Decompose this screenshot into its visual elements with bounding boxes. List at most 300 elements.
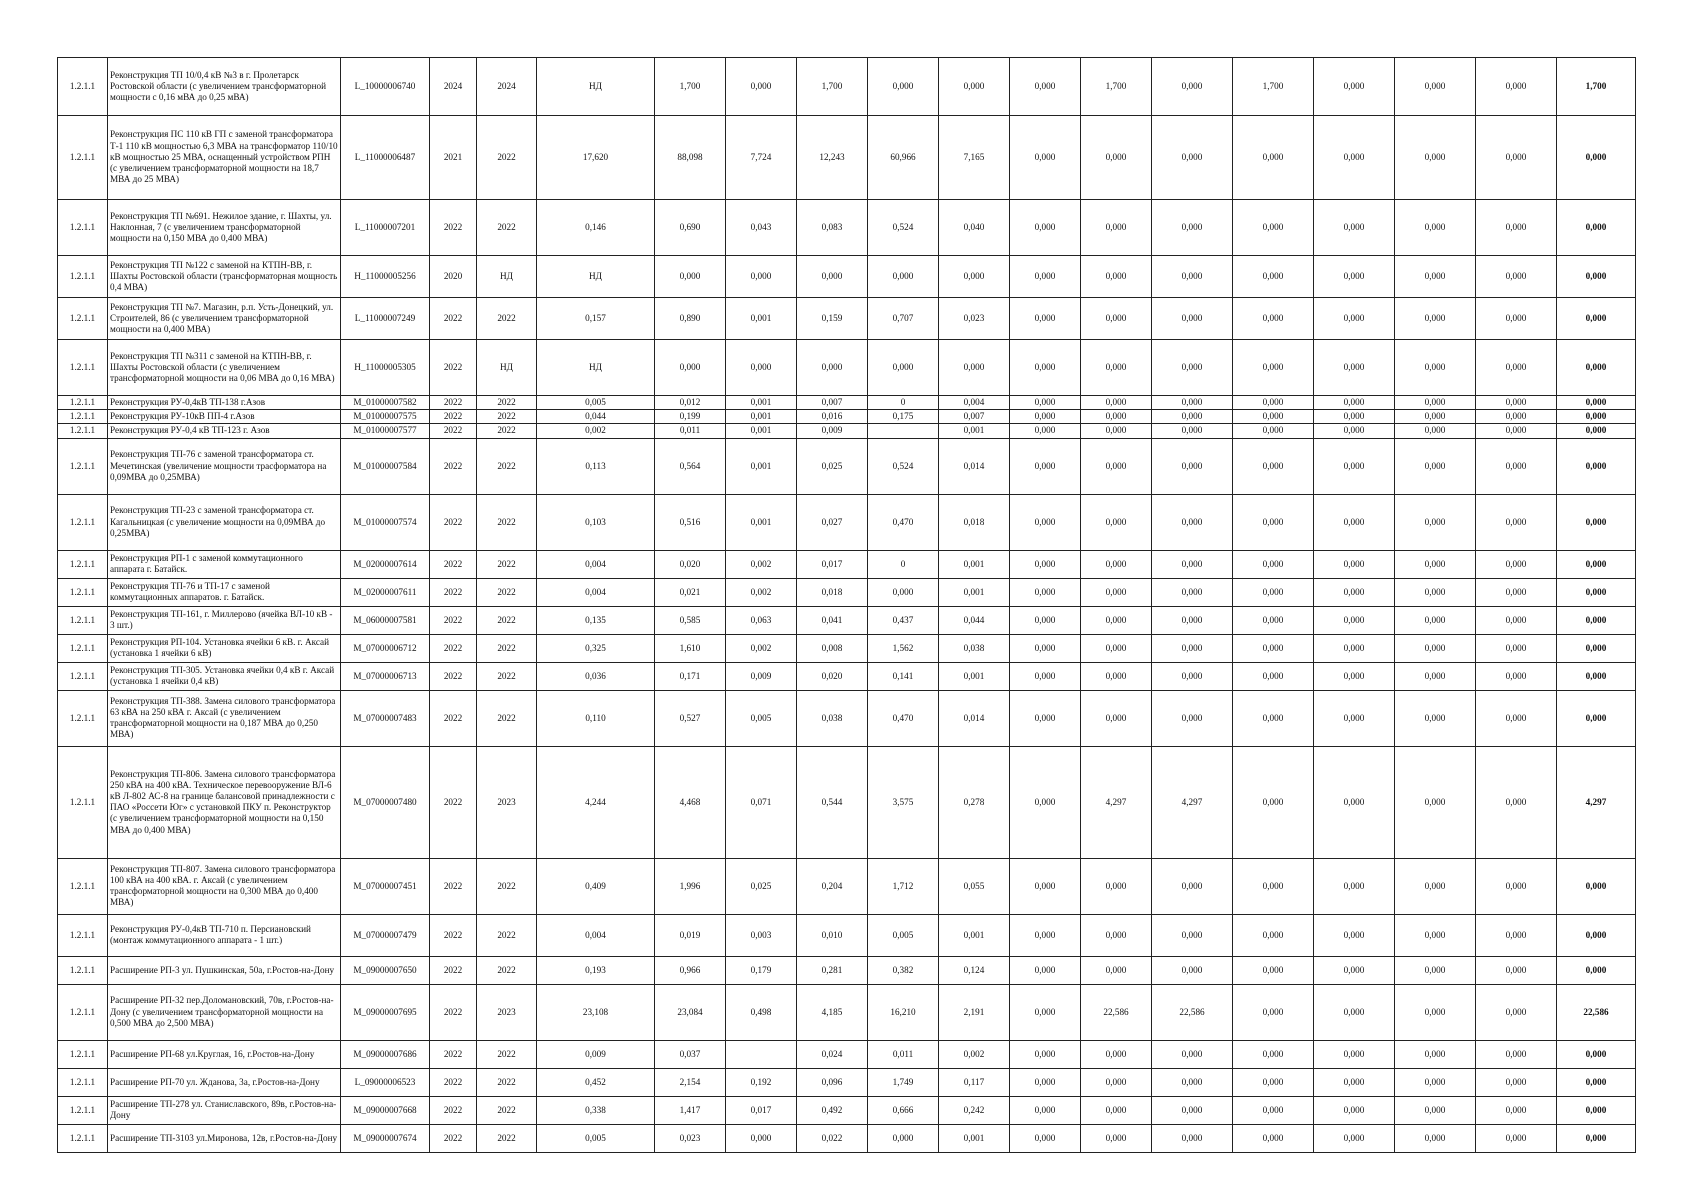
cell-col-h: 7,724 <box>726 116 797 200</box>
cell-col-q: 0,000 <box>1395 438 1476 494</box>
cell-col-h: 0,002 <box>726 578 797 606</box>
cell-col-o: 0,000 <box>1233 690 1314 746</box>
cell-project-name: Реконструкция РП-104. Установка ячейки 6 кВ. г. Аксай (установка 1 ячейки 6 кВ) <box>108 634 341 662</box>
cell-col-m: 0,000 <box>1081 438 1152 494</box>
cell-col-l: 0,000 <box>1010 200 1081 256</box>
cell-col-j: 0,470 <box>868 494 939 550</box>
cell-start-year: 2022 <box>430 956 477 984</box>
cell-row-number: 1.2.1.1 <box>58 550 108 578</box>
cell-col-total: 0,000 <box>1557 550 1636 578</box>
cell-col-h: 0,179 <box>726 956 797 984</box>
cell-col-k: 0,124 <box>939 956 1010 984</box>
cell-col-j: 0,175 <box>868 410 939 424</box>
cell-col-f: 23,108 <box>537 984 655 1040</box>
cell-col-l: 0,000 <box>1010 1040 1081 1068</box>
cell-start-year: 2022 <box>430 1068 477 1096</box>
cell-col-total: 0,000 <box>1557 634 1636 662</box>
cell-row-number: 1.2.1.1 <box>58 396 108 410</box>
cell-end-year: 2022 <box>477 1096 537 1124</box>
cell-col-p: 0,000 <box>1314 984 1395 1040</box>
cell-col-n: 0,000 <box>1152 340 1233 396</box>
cell-col-g: 0,023 <box>655 1124 726 1152</box>
cell-project-id: L_11000007249 <box>341 298 430 340</box>
cell-col-total: 0,000 <box>1557 340 1636 396</box>
cell-col-j: 0,524 <box>868 200 939 256</box>
cell-row-number: 1.2.1.1 <box>58 494 108 550</box>
table-row <box>58 956 1636 984</box>
cell-col-n: 0,000 <box>1152 858 1233 914</box>
cell-col-h: 0,017 <box>726 1096 797 1124</box>
cell-project-id: M_07000006713 <box>341 662 430 690</box>
cell-col-n: 22,586 <box>1152 984 1233 1040</box>
cell-row-number: 1.2.1.1 <box>58 116 108 200</box>
cell-col-i: 0,204 <box>797 858 868 914</box>
cell-col-n: 4,297 <box>1152 746 1233 858</box>
cell-end-year: 2022 <box>477 438 537 494</box>
cell-col-k: 0,023 <box>939 298 1010 340</box>
cell-col-n: 0,000 <box>1152 396 1233 410</box>
cell-col-m: 0,000 <box>1081 298 1152 340</box>
cell-col-f: 4,244 <box>537 746 655 858</box>
cell-col-i: 0,083 <box>797 200 868 256</box>
cell-col-j: 0,707 <box>868 298 939 340</box>
cell-col-g: 0,037 <box>655 1040 726 1068</box>
cell-start-year: 2022 <box>430 424 477 438</box>
cell-row-number: 1.2.1.1 <box>58 634 108 662</box>
table-row <box>58 550 1636 578</box>
cell-col-n: 0,000 <box>1152 606 1233 634</box>
cell-col-j: 3,575 <box>868 746 939 858</box>
cell-col-l: 0,000 <box>1010 410 1081 424</box>
cell-col-f: 0,004 <box>537 914 655 956</box>
cell-col-q: 0,000 <box>1395 58 1476 116</box>
cell-col-q: 0,000 <box>1395 956 1476 984</box>
cell-col-p: 0,000 <box>1314 256 1395 298</box>
cell-col-q: 0,000 <box>1395 984 1476 1040</box>
cell-col-j: 0 <box>868 550 939 578</box>
cell-project-id: M_02000007611 <box>341 578 430 606</box>
cell-col-m: 0,000 <box>1081 606 1152 634</box>
cell-col-m: 0,000 <box>1081 956 1152 984</box>
cell-start-year: 2022 <box>430 396 477 410</box>
cell-project-name: Расширение РП-3 ул. Пушкинская, 50а, г.Ростов-на-Дону <box>108 956 341 984</box>
cell-project-id: M_07000007483 <box>341 690 430 746</box>
cell-col-i: 0,010 <box>797 914 868 956</box>
cell-col-g: 0,966 <box>655 956 726 984</box>
table-row <box>58 410 1636 424</box>
cell-col-q: 0,000 <box>1395 340 1476 396</box>
cell-col-q: 0,000 <box>1395 424 1476 438</box>
cell-col-h: 0,001 <box>726 298 797 340</box>
cell-col-i: 0,096 <box>797 1068 868 1096</box>
cell-col-i: 0,017 <box>797 550 868 578</box>
cell-start-year: 2022 <box>430 438 477 494</box>
cell-col-k: 0,007 <box>939 410 1010 424</box>
cell-project-name: Расширение РП-32 пер.Доломановский, 70в, г.Ростов-на-Дону (с увеличением трансформаторной мощности на 0,500 МВА до 2,500 МВА) <box>108 984 341 1040</box>
cell-col-g: 0,020 <box>655 550 726 578</box>
cell-start-year: 2022 <box>430 298 477 340</box>
cell-row-number: 1.2.1.1 <box>58 914 108 956</box>
cell-col-l: 0,000 <box>1010 116 1081 200</box>
cell-col-r: 0,000 <box>1476 984 1557 1040</box>
cell-col-i: 0,016 <box>797 410 868 424</box>
cell-project-id: L_11000007201 <box>341 200 430 256</box>
cell-col-i: 0,024 <box>797 1040 868 1068</box>
cell-col-q: 0,000 <box>1395 858 1476 914</box>
cell-col-m: 0,000 <box>1081 1040 1152 1068</box>
cell-col-r: 0,000 <box>1476 340 1557 396</box>
cell-project-id: M_01000007584 <box>341 438 430 494</box>
cell-col-l: 0,000 <box>1010 662 1081 690</box>
cell-col-k: 0,000 <box>939 256 1010 298</box>
cell-col-i: 0,025 <box>797 438 868 494</box>
cell-project-name: Реконструкция ТП-806. Замена силового трансформатора 250 кВА на 400 кВА. Техническое перевооружение ВЛ-6 кВ Л-802 АС-8 на границе балансовой принадлежности с ПАО «Россети Юг» с установкой ПКУ п. Реконструктор (с увеличением трансформаторной мощности на 0,150 МВА до 0,400 МВА) <box>108 746 341 858</box>
table-row <box>58 1124 1636 1152</box>
cell-col-i: 0,544 <box>797 746 868 858</box>
cell-col-o: 0,000 <box>1233 662 1314 690</box>
cell-col-l: 0,000 <box>1010 494 1081 550</box>
cell-col-k: 0,001 <box>939 550 1010 578</box>
cell-col-m: 22,586 <box>1081 984 1152 1040</box>
cell-start-year: 2022 <box>430 410 477 424</box>
cell-col-k: 0,014 <box>939 438 1010 494</box>
table-row <box>58 746 1636 858</box>
cell-col-p: 0,000 <box>1314 1096 1395 1124</box>
cell-col-l: 0,000 <box>1010 984 1081 1040</box>
cell-col-r: 0,000 <box>1476 662 1557 690</box>
cell-col-j: 0,000 <box>868 1124 939 1152</box>
cell-col-l: 0,000 <box>1010 1124 1081 1152</box>
cell-col-n: 0,000 <box>1152 256 1233 298</box>
cell-col-l: 0,000 <box>1010 424 1081 438</box>
cell-col-r: 0,000 <box>1476 606 1557 634</box>
cell-start-year: 2024 <box>430 58 477 116</box>
cell-col-k: 0,040 <box>939 200 1010 256</box>
cell-col-n: 0,000 <box>1152 1040 1233 1068</box>
cell-col-i: 0,041 <box>797 606 868 634</box>
cell-col-l: 0,000 <box>1010 914 1081 956</box>
cell-col-f: 0,044 <box>537 410 655 424</box>
cell-end-year: НД <box>477 340 537 396</box>
cell-col-k: 0,018 <box>939 494 1010 550</box>
cell-col-j: 0,470 <box>868 690 939 746</box>
cell-col-o: 0,000 <box>1233 1096 1314 1124</box>
cell-col-h: 0,001 <box>726 494 797 550</box>
cell-col-l: 0,000 <box>1010 438 1081 494</box>
cell-row-number: 1.2.1.1 <box>58 58 108 116</box>
cell-col-j: 1,749 <box>868 1068 939 1096</box>
cell-row-number: 1.2.1.1 <box>58 606 108 634</box>
cell-col-h: 0,001 <box>726 396 797 410</box>
cell-col-m: 0,000 <box>1081 578 1152 606</box>
cell-col-p: 0,000 <box>1314 956 1395 984</box>
cell-col-q: 0,000 <box>1395 578 1476 606</box>
cell-col-l: 0,000 <box>1010 256 1081 298</box>
cell-row-number: 1.2.1.1 <box>58 256 108 298</box>
cell-start-year: 2022 <box>430 200 477 256</box>
cell-col-m: 0,000 <box>1081 914 1152 956</box>
cell-col-p: 0,000 <box>1314 606 1395 634</box>
cell-project-id: M_09000007674 <box>341 1124 430 1152</box>
cell-project-name: Расширение ТП-278 ул. Станиславского, 89в, г.Ростов-на-Дону <box>108 1096 341 1124</box>
cell-col-n: 0,000 <box>1152 58 1233 116</box>
cell-col-q: 0,000 <box>1395 396 1476 410</box>
cell-project-id: M_09000007695 <box>341 984 430 1040</box>
cell-project-name: Реконструкция ТП-807. Замена силового трансформатора 100 кВА на 400 кВА. г. Аксай (с увеличением трансформаторной мощности на 0,300 МВА до 0,400 МВА) <box>108 858 341 914</box>
cell-project-name: Реконструкция ТП №122 с заменой на КТПН-ВВ, г. Шахты Ростовской области (трансформаторная мощность 0,4 МВА) <box>108 256 341 298</box>
cell-col-h: 0,001 <box>726 438 797 494</box>
cell-col-o: 0,000 <box>1233 1124 1314 1152</box>
cell-col-total: 0,000 <box>1557 438 1636 494</box>
cell-col-l: 0,000 <box>1010 690 1081 746</box>
cell-project-name: Реконструкция ТП №691. Нежилое здание, г. Шахты, ул. Наклонная, 7 (с увеличением трансформаторной мощности на 0,150 МВА до 0,400 МВА) <box>108 200 341 256</box>
cell-col-i: 0,022 <box>797 1124 868 1152</box>
cell-col-n: 0,000 <box>1152 438 1233 494</box>
table-row <box>58 424 1636 438</box>
cell-col-f: 0,005 <box>537 396 655 410</box>
cell-col-g: 88,098 <box>655 116 726 200</box>
cell-col-l: 0,000 <box>1010 606 1081 634</box>
cell-col-n: 0,000 <box>1152 634 1233 662</box>
cell-col-k: 7,165 <box>939 116 1010 200</box>
cell-col-m: 0,000 <box>1081 690 1152 746</box>
cell-col-g: 0,585 <box>655 606 726 634</box>
cell-col-q: 0,000 <box>1395 1040 1476 1068</box>
cell-start-year: 2022 <box>430 494 477 550</box>
cell-col-n: 0,000 <box>1152 1096 1233 1124</box>
table-row <box>58 58 1636 116</box>
cell-col-r: 0,000 <box>1476 1096 1557 1124</box>
cell-row-number: 1.2.1.1 <box>58 438 108 494</box>
cell-col-f: 0,005 <box>537 1124 655 1152</box>
cell-col-g: 1,700 <box>655 58 726 116</box>
cell-project-id: M_01000007574 <box>341 494 430 550</box>
cell-project-name: Реконструкция РУ-0,4кВ ТП-138 г.Азов <box>108 396 341 410</box>
cell-start-year: 2022 <box>430 746 477 858</box>
cell-col-o: 0,000 <box>1233 410 1314 424</box>
cell-col-h: 0,001 <box>726 410 797 424</box>
cell-col-i: 0,000 <box>797 340 868 396</box>
cell-project-name: Расширение РП-70 ул. Жданова, 3а, г.Ростов-на-Дону <box>108 1068 341 1096</box>
cell-start-year: 2022 <box>430 634 477 662</box>
cell-col-r: 0,000 <box>1476 256 1557 298</box>
cell-col-o: 0,000 <box>1233 746 1314 858</box>
cell-col-l: 0,000 <box>1010 634 1081 662</box>
cell-col-p: 0,000 <box>1314 424 1395 438</box>
cell-col-p: 0,000 <box>1314 550 1395 578</box>
cell-end-year: 2022 <box>477 1124 537 1152</box>
cell-col-l: 0,000 <box>1010 340 1081 396</box>
cell-col-l: 0,000 <box>1010 578 1081 606</box>
cell-col-total: 0,000 <box>1557 1124 1636 1152</box>
cell-project-id: L_10000006740 <box>341 58 430 116</box>
cell-col-k: 0,000 <box>939 58 1010 116</box>
cell-project-id: L_09000006523 <box>341 1068 430 1096</box>
cell-col-i: 0,492 <box>797 1096 868 1124</box>
cell-col-k: 0,038 <box>939 634 1010 662</box>
cell-col-j <box>868 424 939 438</box>
cell-col-m: 0,000 <box>1081 410 1152 424</box>
cell-start-year: 2022 <box>430 1124 477 1152</box>
cell-col-p: 0,000 <box>1314 200 1395 256</box>
cell-col-h: 0,001 <box>726 424 797 438</box>
cell-project-name: Расширение РП-68 ул.Круглая, 16, г.Ростов-на-Дону <box>108 1040 341 1068</box>
cell-col-n: 0,000 <box>1152 662 1233 690</box>
cell-col-h: 0,002 <box>726 550 797 578</box>
cell-col-g: 23,084 <box>655 984 726 1040</box>
cell-row-number: 1.2.1.1 <box>58 690 108 746</box>
cell-col-h: 0,000 <box>726 340 797 396</box>
cell-col-n: 0,000 <box>1152 690 1233 746</box>
cell-col-f: 0,193 <box>537 956 655 984</box>
cell-col-q: 0,000 <box>1395 690 1476 746</box>
cell-col-g: 0,199 <box>655 410 726 424</box>
table-row <box>58 606 1636 634</box>
cell-col-j: 0,524 <box>868 438 939 494</box>
cell-col-total: 0,000 <box>1557 200 1636 256</box>
cell-col-j: 16,210 <box>868 984 939 1040</box>
cell-col-g: 1,417 <box>655 1096 726 1124</box>
cell-col-f: 0,004 <box>537 578 655 606</box>
cell-col-m: 0,000 <box>1081 200 1152 256</box>
table-row <box>58 914 1636 956</box>
cell-col-r: 0,000 <box>1476 424 1557 438</box>
cell-col-g: 0,012 <box>655 396 726 410</box>
cell-col-p: 0,000 <box>1314 116 1395 200</box>
cell-col-p: 0,000 <box>1314 438 1395 494</box>
cell-col-o: 0,000 <box>1233 550 1314 578</box>
cell-col-h: 0,003 <box>726 914 797 956</box>
cell-col-f: 0,110 <box>537 690 655 746</box>
cell-col-i: 12,243 <box>797 116 868 200</box>
cell-col-r: 0,000 <box>1476 298 1557 340</box>
cell-col-f: 0,157 <box>537 298 655 340</box>
cell-col-o: 0,000 <box>1233 396 1314 410</box>
cell-col-l: 0,000 <box>1010 396 1081 410</box>
cell-col-o: 0,000 <box>1233 578 1314 606</box>
cell-col-o: 0,000 <box>1233 298 1314 340</box>
cell-col-n: 0,000 <box>1152 578 1233 606</box>
cell-start-year: 2022 <box>430 578 477 606</box>
cell-col-q: 0,000 <box>1395 410 1476 424</box>
cell-project-id: L_11000006487 <box>341 116 430 200</box>
cell-col-l: 0,000 <box>1010 746 1081 858</box>
cell-col-i: 0,007 <box>797 396 868 410</box>
cell-col-o: 0,000 <box>1233 914 1314 956</box>
cell-project-name: Реконструкция ТП-305. Установка ячейки 0,4 кВ г. Аксай (установка 1 ячейки 0,4 кВ) <box>108 662 341 690</box>
cell-col-p: 0,000 <box>1314 690 1395 746</box>
cell-col-f: 0,338 <box>537 1096 655 1124</box>
cell-col-m: 0,000 <box>1081 858 1152 914</box>
cell-col-o: 0,000 <box>1233 984 1314 1040</box>
cell-col-f: НД <box>537 58 655 116</box>
cell-col-p: 0,000 <box>1314 396 1395 410</box>
cell-col-total: 0,000 <box>1557 116 1636 200</box>
cell-col-g: 0,000 <box>655 256 726 298</box>
cell-project-name: Реконструкция РУ-10кВ ПП-4 г.Азов <box>108 410 341 424</box>
cell-row-number: 1.2.1.1 <box>58 578 108 606</box>
cell-col-g: 0,011 <box>655 424 726 438</box>
cell-row-number: 1.2.1.1 <box>58 1068 108 1096</box>
cell-col-g: 2,154 <box>655 1068 726 1096</box>
cell-start-year: 2022 <box>430 1096 477 1124</box>
table-row <box>58 634 1636 662</box>
cell-row-number: 1.2.1.1 <box>58 424 108 438</box>
cell-col-q: 0,000 <box>1395 494 1476 550</box>
cell-end-year: 2022 <box>477 1040 537 1068</box>
cell-col-m: 1,700 <box>1081 58 1152 116</box>
cell-col-g: 1,996 <box>655 858 726 914</box>
cell-col-o: 0,000 <box>1233 1040 1314 1068</box>
cell-end-year: 2022 <box>477 200 537 256</box>
cell-end-year: 2022 <box>477 424 537 438</box>
cell-col-m: 4,297 <box>1081 746 1152 858</box>
cell-col-j: 1,712 <box>868 858 939 914</box>
cell-col-i: 4,185 <box>797 984 868 1040</box>
cell-col-i: 0,027 <box>797 494 868 550</box>
cell-project-id: M_09000007686 <box>341 1040 430 1068</box>
cell-col-g: 0,171 <box>655 662 726 690</box>
cell-col-q: 0,000 <box>1395 116 1476 200</box>
cell-project-id: H_11000005256 <box>341 256 430 298</box>
cell-col-l: 0,000 <box>1010 858 1081 914</box>
cell-col-k: 0,001 <box>939 424 1010 438</box>
cell-col-p: 0,000 <box>1314 914 1395 956</box>
cell-col-g: 0,527 <box>655 690 726 746</box>
cell-col-total: 0,000 <box>1557 410 1636 424</box>
cell-project-name: Реконструкция ТП-76 и ТП-17 с заменой коммутационных аппаратов. г. Батайск. <box>108 578 341 606</box>
cell-col-i: 0,018 <box>797 578 868 606</box>
cell-col-k: 2,191 <box>939 984 1010 1040</box>
cell-col-h: 0,009 <box>726 662 797 690</box>
cell-row-number: 1.2.1.1 <box>58 410 108 424</box>
table-row <box>58 984 1636 1040</box>
cell-col-k: 0,001 <box>939 914 1010 956</box>
cell-col-i: 0,038 <box>797 690 868 746</box>
cell-col-n: 0,000 <box>1152 424 1233 438</box>
cell-project-id: M_01000007577 <box>341 424 430 438</box>
cell-col-g: 1,610 <box>655 634 726 662</box>
cell-col-f: 0,113 <box>537 438 655 494</box>
cell-col-l: 0,000 <box>1010 58 1081 116</box>
cell-col-f: 0,146 <box>537 200 655 256</box>
cell-col-p: 0,000 <box>1314 494 1395 550</box>
cell-project-name: Расширение ТП-3103 ул.Миронова, 12в, г.Ростов-на-Дону <box>108 1124 341 1152</box>
cell-col-h: 0,063 <box>726 606 797 634</box>
cell-col-total: 0,000 <box>1557 578 1636 606</box>
cell-col-i: 0,000 <box>797 256 868 298</box>
cell-end-year: 2023 <box>477 984 537 1040</box>
cell-col-n: 0,000 <box>1152 200 1233 256</box>
cell-col-m: 0,000 <box>1081 1124 1152 1152</box>
cell-end-year: 2022 <box>477 690 537 746</box>
cell-col-r: 0,000 <box>1476 494 1557 550</box>
cell-end-year: 2022 <box>477 116 537 200</box>
cell-col-g: 0,564 <box>655 438 726 494</box>
cell-col-o: 0,000 <box>1233 200 1314 256</box>
cell-end-year: 2022 <box>477 298 537 340</box>
cell-col-total: 0,000 <box>1557 914 1636 956</box>
cell-col-total: 0,000 <box>1557 256 1636 298</box>
cell-end-year: 2022 <box>477 914 537 956</box>
cell-col-m: 0,000 <box>1081 116 1152 200</box>
cell-col-r: 0,000 <box>1476 438 1557 494</box>
cell-col-total: 0,000 <box>1557 956 1636 984</box>
cell-col-n: 0,000 <box>1152 298 1233 340</box>
cell-end-year: 2024 <box>477 58 537 116</box>
cell-end-year: 2022 <box>477 956 537 984</box>
cell-col-g: 0,000 <box>655 340 726 396</box>
